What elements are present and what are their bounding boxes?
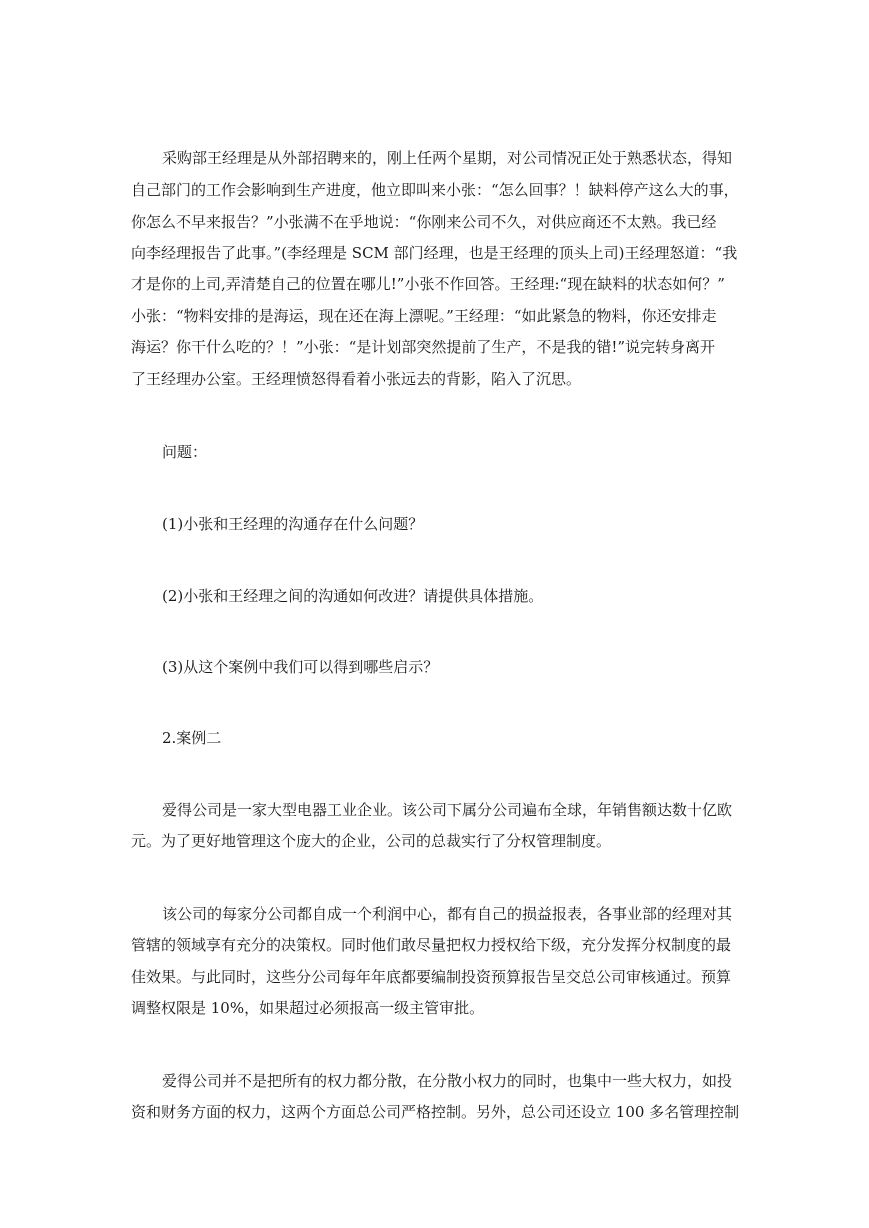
paragraph-2-line: 爱得公司是一家大型电器工业企业。该公司下属分公司遍布全球，年销售额达数十亿欧 xyxy=(162,801,733,819)
paragraph-1-line: 才是你的上司,弄清楚自己的位置在哪儿!”小张不作回答。王经理:“现在缺料的状态如何？” xyxy=(131,275,725,293)
paragraph-1-line: 了王经理办公室。王经理愤怒得看着小张远去的背影，陷入了沉思。 xyxy=(131,370,582,388)
paragraph-4-line: 爱得公司并不是把所有的权力都分散，在分散小权力的同时，也集中一些大权力，如投 xyxy=(162,1072,733,1090)
paragraph-1-line: 小张：“物料安排的是海运，现在还在海上漂呢。”王经理：“如此紧急的物料，你还安排走 xyxy=(131,307,717,325)
paragraph-3-line: 佳效果。与此同时，这些分公司每年年底都要编制投资预算报告呈交总公司审核通过。预算 xyxy=(131,968,732,986)
paragraph-3-line: 管辖的领域享有充分的决策权。同时他们敢尽量把权力授权给下级，充分发挥分权制度的最 xyxy=(131,936,732,954)
paragraph-1-line: 采购部王经理是从外部招聘来的，刚上任两个星期，对公司情况正处于熟悉状态，得知 xyxy=(162,149,733,167)
questions-heading: 问题： xyxy=(162,443,208,461)
paragraph-1-line: 自己部门的工作会影响到生产进度，他立即叫来小张：“怎么回事？！缺料停产这么大的事， xyxy=(131,181,739,199)
paragraph-4-line: 资和财务方面的权力，这两个方面总公司严格控制。另外，总公司还设立 100 多名管理控制 xyxy=(131,1103,740,1121)
paragraph-1-line: 海运？你干什么吃的？！”小张：“是计划部突然提前了生产，不是我的错!”说完转身离开 xyxy=(131,338,716,356)
paragraph-3-line: 调整权限是 10%，如果超过必须报高一级主管审批。 xyxy=(131,999,485,1017)
paragraph-1-line: 向李经理报告了此事。”(李经理是 SCM 部门经理，也是王经理的顶头上司)王经理怒道：“我 xyxy=(131,244,738,262)
question-1: (1)小张和王经理的沟通存在什么问题？ xyxy=(162,515,424,533)
case-2-heading: 2.案例二 xyxy=(162,729,222,747)
question-3: (3)从这个案例中我们可以得到哪些启示？ xyxy=(162,658,439,676)
paragraph-2-line: 元。为了更好地管理这个庞大的企业，公司的总裁实行了分权管理制度。 xyxy=(131,832,612,850)
paragraph-3-line: 该公司的每家分公司都自成一个利润中心，都有自己的损益报表，各事业部的经理对其 xyxy=(162,905,733,923)
question-2: (2)小张和王经理之间的沟通如何改进？请提供具体措施。 xyxy=(162,587,544,605)
paragraph-1-line: 你怎么不早来报告？”小张满不在乎地说：“你刚来公司不久，对供应商还不太熟。我已经 xyxy=(131,213,717,231)
